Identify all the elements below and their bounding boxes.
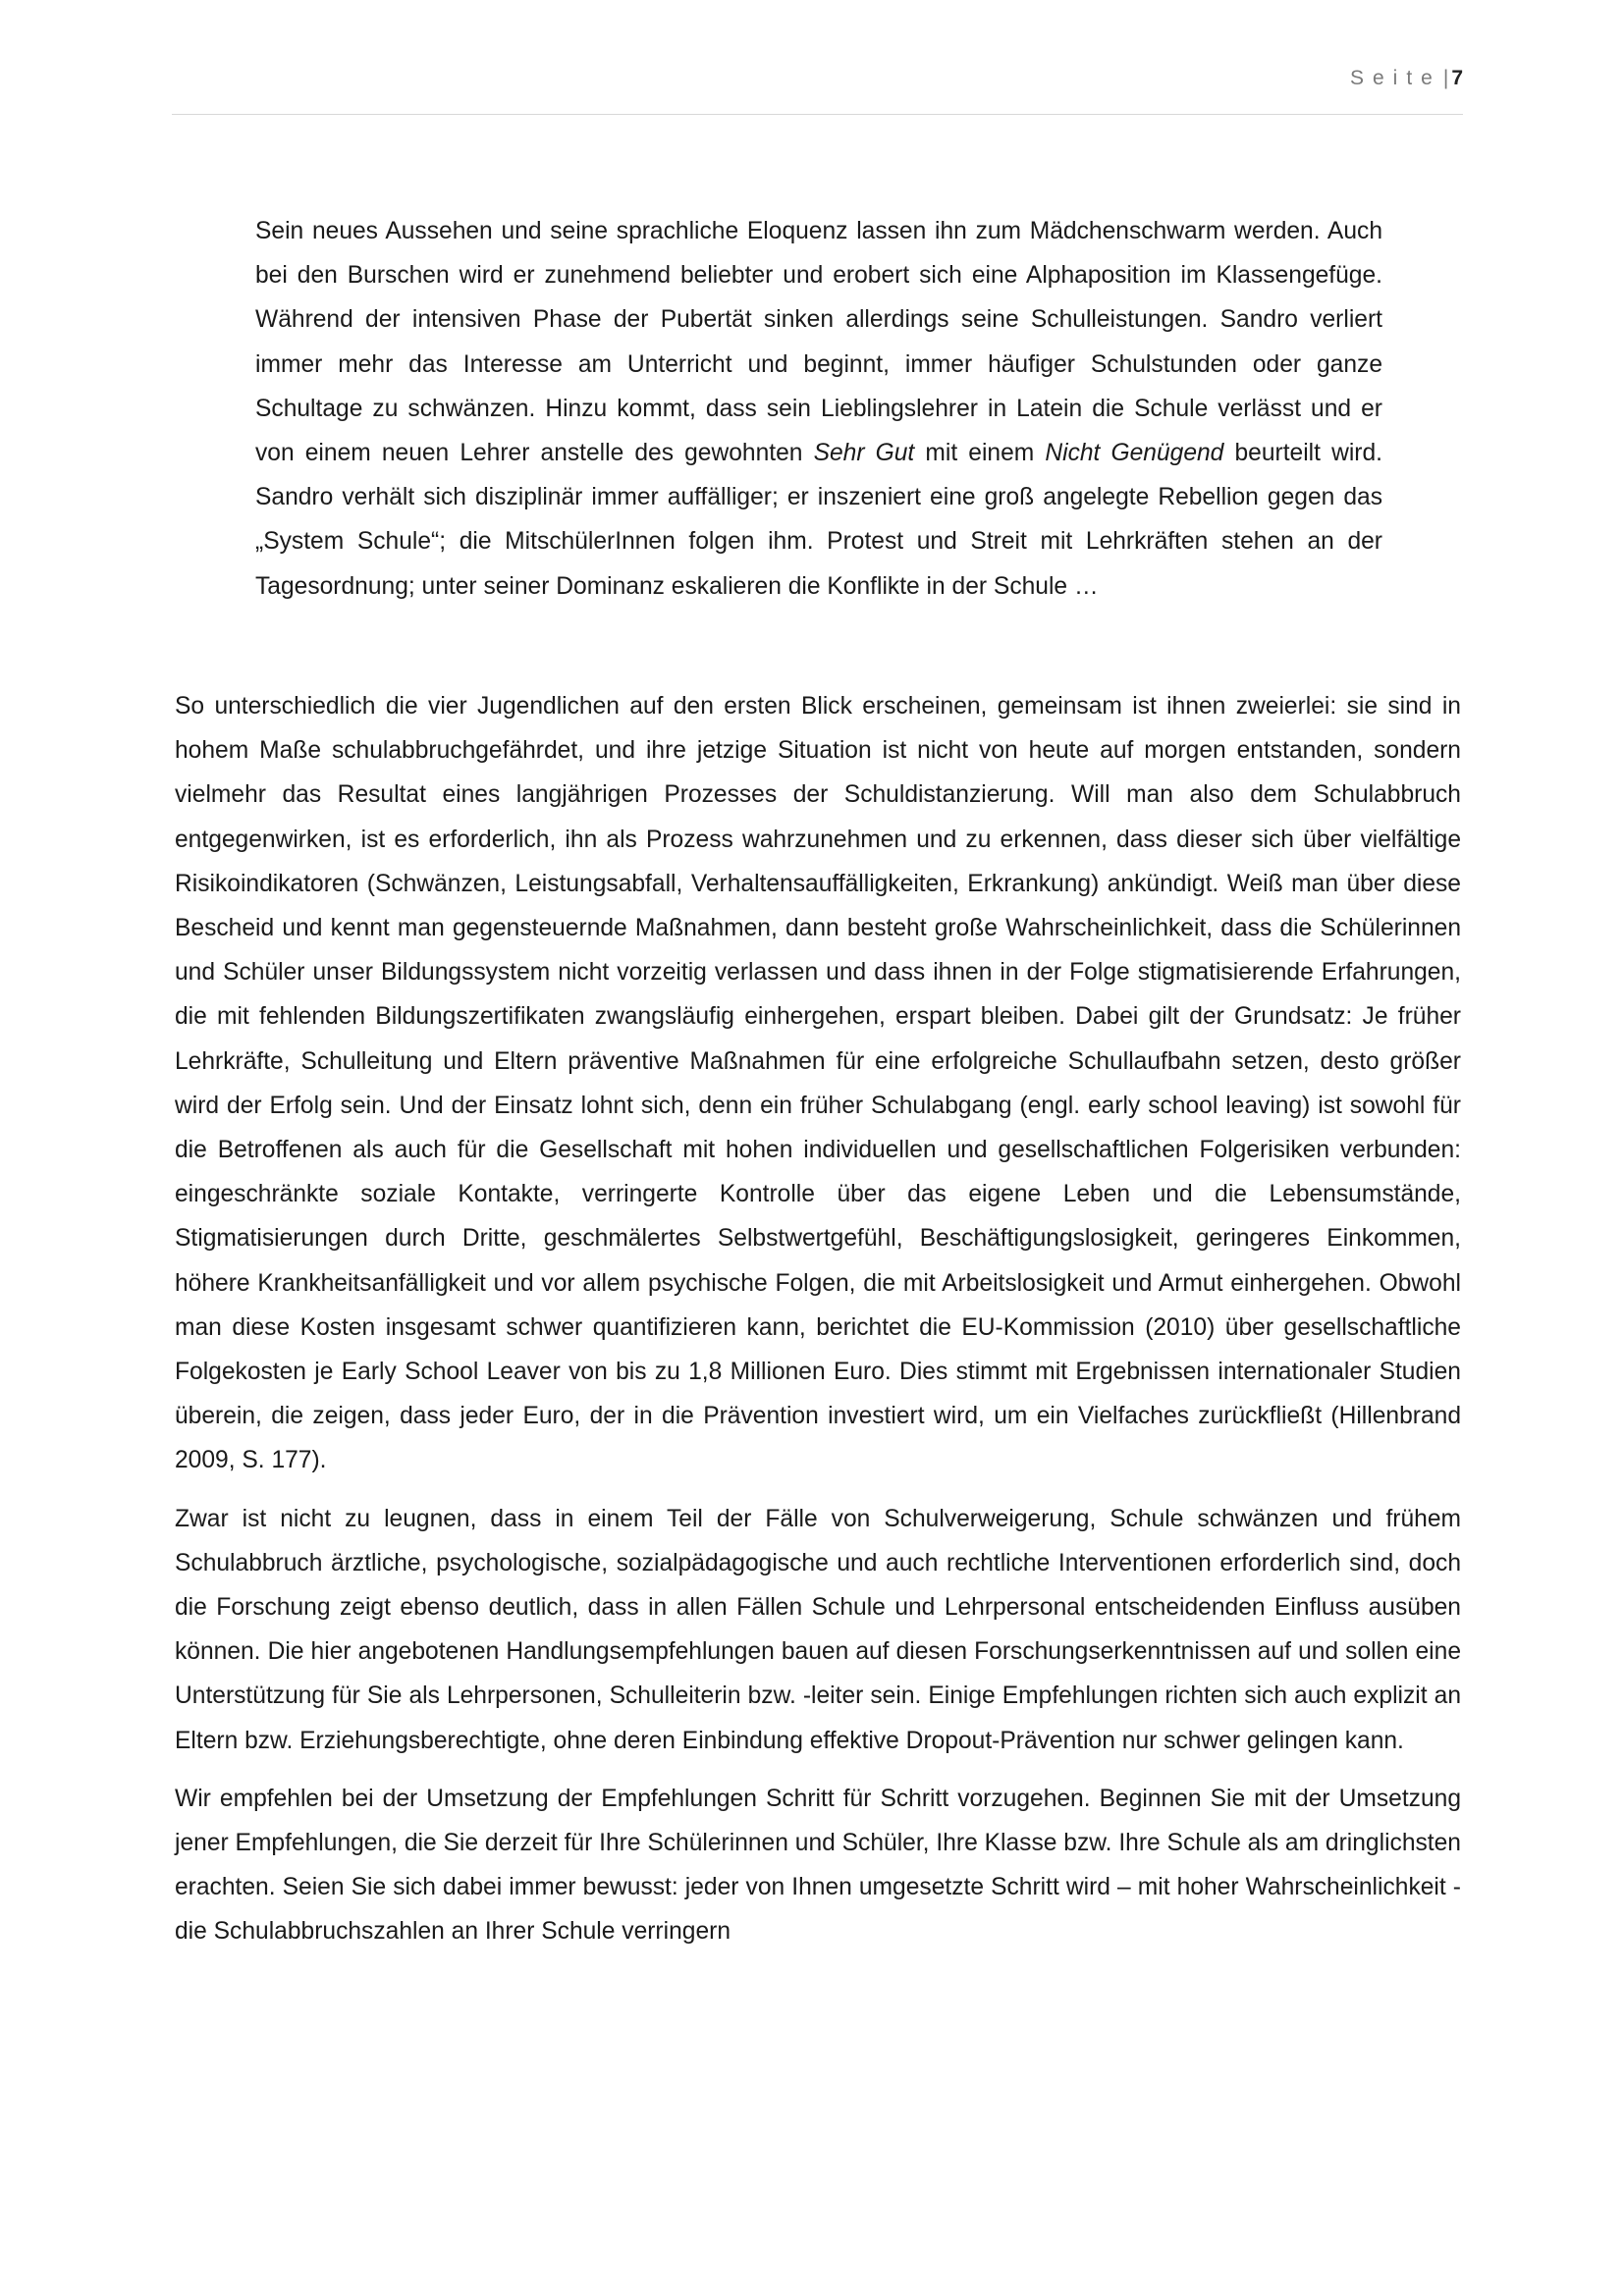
quote-emphasis: Sehr Gut: [813, 440, 915, 467]
paragraph: So unterschiedlich die vier Jugendlichen auf den ersten Blick erscheinen, gemeinsam ist ihnen zweierlei: sie sind in hohem Maße schulabbruchgefährdet, und ihre jetzige Situation ist nicht von heute auf morgen entstanden, sondern vielmehr das Resultat eines langjährigen Prozesses der Schuldistanzierung. Will man also dem Schulabbruch entgegenwirken, ist es erforderlich, ihn als Prozess wahrzunehmen und zu erkennen, dass dieser sich über vielfältige Risikoindikatoren (Schwänzen, Leistungsabfall, Verhaltensauffälligkeiten, Erkrankung) ankündigt. Weiß man über diese Bescheid und kennt man gegensteuernde Maßnahmen, dann besteht große Wahrscheinlichkeit, dass die Schülerinnen und Schüler unser Bildungssystem nicht vorzeitig verlassen und dass ihnen in der Folge stigmatisierende Erfahrungen, die mit fehlenden Bildungszertifikaten zwangsläufig einhergehen, erspart bleiben. Dabei gilt der Grundsatz: Je früher Lehrkräfte, Schulleitung und Eltern präventive Maßnahmen für eine erfolgreiche Schullaufbahn setzen, desto größer wird der Erfolg sein. Und der Einsatz lohnt sich, denn ein früher Schulabgang (engl. early school leaving) ist sowohl für die Betroffenen als auch für die Gesellschaft mit hohen individuellen und gesellschaftlichen Folgerisiken verbunden: eingeschränkte soziale Kontakte, verringerte Kontrolle über das eigene Leben und die Lebensumstände, Stigmatisierungen durch Dritte, geschmälertes Selbstwertgefühl, Beschäftigungslosigkeit, geringeres Einkommen, höhere Krankheitsanfälligkeit und vor allem psychische Folgen, die mit Arbeitslosigkeit und Armut einhergehen. Obwohl man diese Kosten insgesamt schwer quantifizieren kann, berichtet die EU-Kommission (2010) über gesellschaftliche Folgekosten je Early School Leaver von bis zu 1,8 Millionen Euro. Dies stimmt mit Ergebnissen internationaler Studien überein, die zeigen, dass jeder Euro, der in die Prävention investiert wird, um ein Vielfaches zurückfließt (Hillenbrand 2009, S. 177).: [175, 693, 1461, 1474]
quote-text: beurteilt wird. Sandro verhält sich disziplinär immer auffälliger; er inszeniert eine groß angelegte Rebellion gegen das „System Schule“; die MitschülerInnen folgen ihm. Protest und Streit mit Lehrkräften stehen an der Tagesordnung; unter seiner Dominanz eskalieren die Konflikte in der Schule …: [255, 440, 1382, 600]
paragraph: Wir empfehlen bei der Umsetzung der Empfehlungen Schritt für Schritt vorzugehen. Beginnen Sie mit der Umsetzung jener Empfehlungen, die Sie derzeit für Ihre Schülerinnen und Schüler, Ihre Klasse bzw. Ihre Schule als am dringlichsten erachten. Seien Sie sich dabei immer bewusst: jeder von Ihnen umgesetzte Schritt wird – mit hoher Wahrscheinlichkeit - die Schulabbruchszahlen an Ihrer Schule verringern: [175, 1785, 1461, 1946]
quote-text: Sein neues Aussehen und seine sprachliche Eloquenz lassen ihn zum Mädchenschwarm werden. Auch bei den Burschen wird er zunehmend beliebter und erobert sich eine Alphaposition im Klassengefüge. Während der intensiven Phase der Pubertät sinken allerdings seine Schulleistungen. Sandro verliert immer mehr das Interesse am Unterricht und beginnt, immer häufiger Schulstunden oder ganze Schultage zu schwänzen. Hinzu kommt, dass sein Lieblingslehrer in Latein die Schule verlässt und er von einem neuen Lehrer anstelle des gewohnten: [255, 218, 1382, 467]
paragraph: Zwar ist nicht zu leugnen, dass in einem Teil der Fälle von Schulverweigerung, Schule schwänzen und frühem Schulabbruch ärztliche, psychologische, sozialpädagogische und auch rechtliche Interventionen erforderlich sind, doch die Forschung zeigt ebenso deutlich, dass in allen Fällen Schule und Lehrpersonal entscheidenden Einfluss ausüben können. Die hier angebotenen Handlungsempfehlungen bauen auf diesen Forschungserkenntnissen auf und sollen eine Unterstützung für Sie als Lehrpersonen, Schulleiterin bzw. -leiter sein. Einige Empfehlungen richten sich auch explizit an Eltern bzw. Erziehungsberechtigte, ohne deren Einbindung effektive Dropout-Prävention nur schwer gelingen kann.: [175, 1505, 1461, 1754]
case-quote: [255, 209, 1382, 609]
quote-text: mit einem: [914, 440, 1046, 467]
page-label: Seite: [1349, 67, 1441, 89]
page-separator: |: [1442, 67, 1449, 89]
page-header: [172, 67, 1463, 115]
page-number: 7: [1451, 67, 1463, 89]
quote-emphasis: Nicht Genügend: [1045, 440, 1224, 467]
body-text: [175, 684, 1461, 1968]
